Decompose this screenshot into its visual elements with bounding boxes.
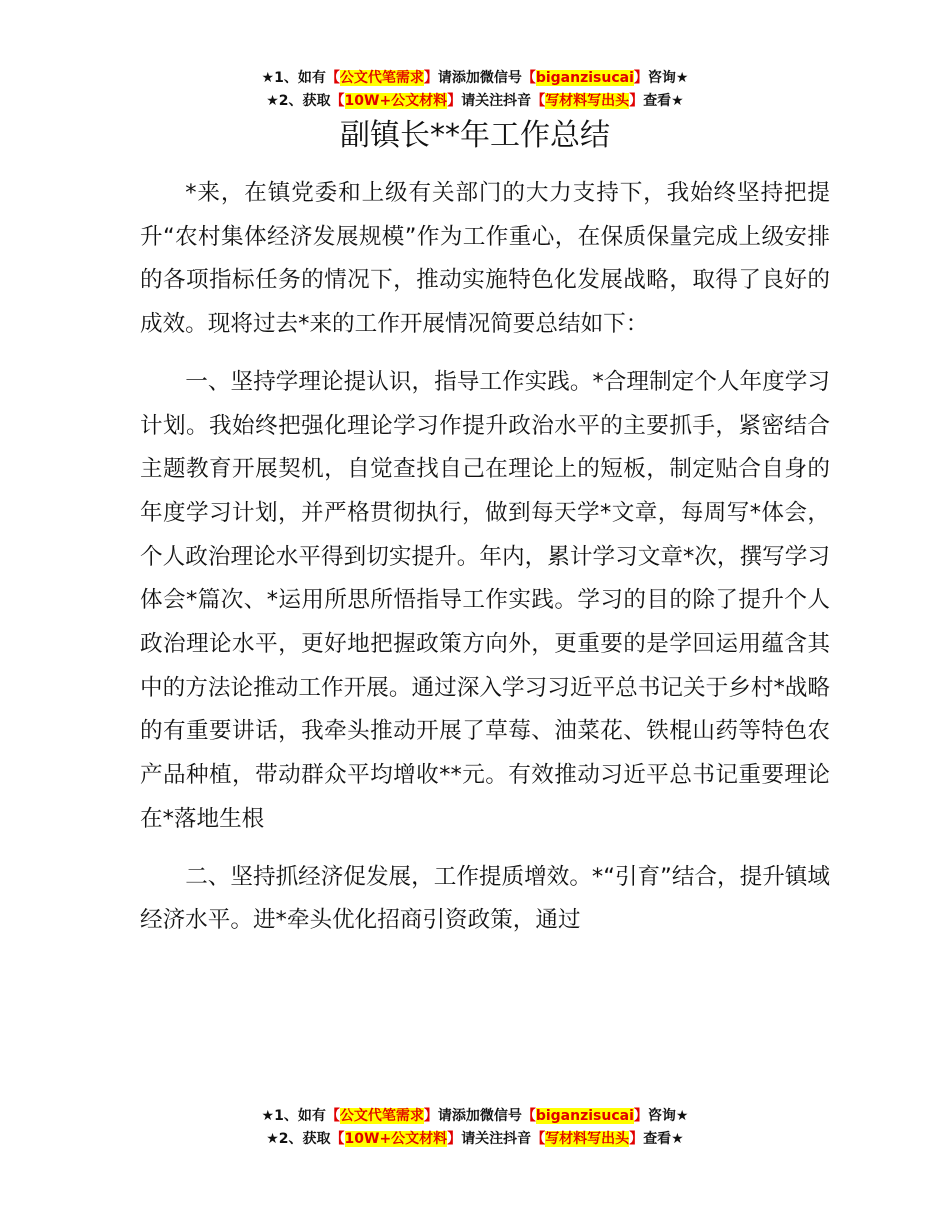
banner-text: 请添加微信号	[437, 70, 522, 86]
banner-text: 查看★	[643, 1131, 684, 1147]
highlight-douyin-account: 写材料写出头	[545, 1131, 630, 1147]
banner-line-1	[0, 67, 950, 90]
bracket: 】	[629, 93, 644, 109]
banner-text: ★1、如有	[261, 70, 326, 86]
banner-line-2	[0, 90, 950, 113]
highlight-service: 公文代笔需求	[339, 70, 424, 86]
bracket: 【	[325, 70, 340, 86]
document-title: 副镇长**年工作总结	[340, 118, 610, 153]
banner-text: 请添加微信号	[437, 1108, 522, 1124]
banner-text: ★1、如有	[261, 1108, 326, 1124]
highlight-douyin-account: 写材料写出头	[545, 93, 630, 109]
banner-line-2	[0, 1128, 950, 1151]
bracket: 】	[447, 93, 462, 109]
bracket: 】	[629, 1131, 644, 1147]
banner-line-1	[0, 1105, 950, 1128]
bracket: 】	[633, 1108, 648, 1124]
bracket: 【	[531, 1131, 546, 1147]
bracket: 【	[325, 1108, 340, 1124]
bracket: 【	[521, 1108, 536, 1124]
highlight-service: 公文代笔需求	[339, 1108, 424, 1124]
highlight-wechat-id: biganzisucai	[535, 70, 634, 86]
bracket: 】	[447, 1131, 462, 1147]
bracket: 【	[521, 70, 536, 86]
bracket: 】	[633, 70, 648, 86]
header-banner	[0, 67, 950, 113]
highlight-wechat-id: biganzisucai	[535, 1108, 634, 1124]
bracket: 【	[330, 93, 345, 109]
highlight-materials: 10W+公文材料	[344, 1131, 448, 1147]
footer-banner	[0, 1105, 950, 1151]
banner-text: 请关注抖音	[461, 93, 532, 109]
paragraph-section-2: 二、坚持抓经济促发展，工作提质增效。*“引育”结合，提升镇域经济水平。进*牵头优化招商引资政策，通过	[140, 863, 830, 934]
paragraph-section-1: 一、坚持学理论提认识，指导工作实践。*合理制定个人年度学习计划。我始终把强化理论学习作提升政治水平的主要抓手，紧密结合主题教育开展契机，自觉查找自己在理论上的短板，制定贴合自身的年度学习计划，并严格贯彻执行，做到每天学*文章，每周写*体会，个人政治理论水平得到切实提升。年内，累计学习文章*次，撰写学习体会*篇次、*运用所思所悟指导工作实践。学习的目的除了提升个人政治理论水平，更好地把握政策方向外，更重要的是学回运用蕴含其中的方法论推动工作开展。通过深入学习习近平总书记关于乡村*战略的有重要讲话，我牵头推动开展了草莓、油菜花、铁棍山药等特色农产品种植，带动群众平均增收**元。有效推动习近平总书记重要理论在*落地生根	[140, 368, 830, 832]
bracket: 】	[423, 1108, 438, 1124]
banner-text: 咨询★	[647, 1108, 689, 1124]
banner-text: 查看★	[643, 93, 684, 109]
highlight-materials: 10W+公文材料	[344, 93, 448, 109]
paragraph-intro: *来，在镇党委和上级有关部门的大力支持下，我始终坚持把提升“农村集体经济发展规模”作为工作重心，在保质保量完成上级安排的各项指标任务的情况下，推动实施特色化发展战略，取得了良好的成效。现将过去*来的工作开展情况简要总结如下：	[140, 180, 830, 338]
banner-text: ★2、获取	[266, 93, 331, 109]
banner-text: ★2、获取	[266, 1131, 331, 1147]
bracket: 】	[423, 70, 438, 86]
banner-text: 咨询★	[647, 70, 689, 86]
bracket: 【	[531, 93, 546, 109]
bracket: 【	[330, 1131, 345, 1147]
document-body	[140, 172, 830, 943]
banner-text: 请关注抖音	[461, 1131, 532, 1147]
